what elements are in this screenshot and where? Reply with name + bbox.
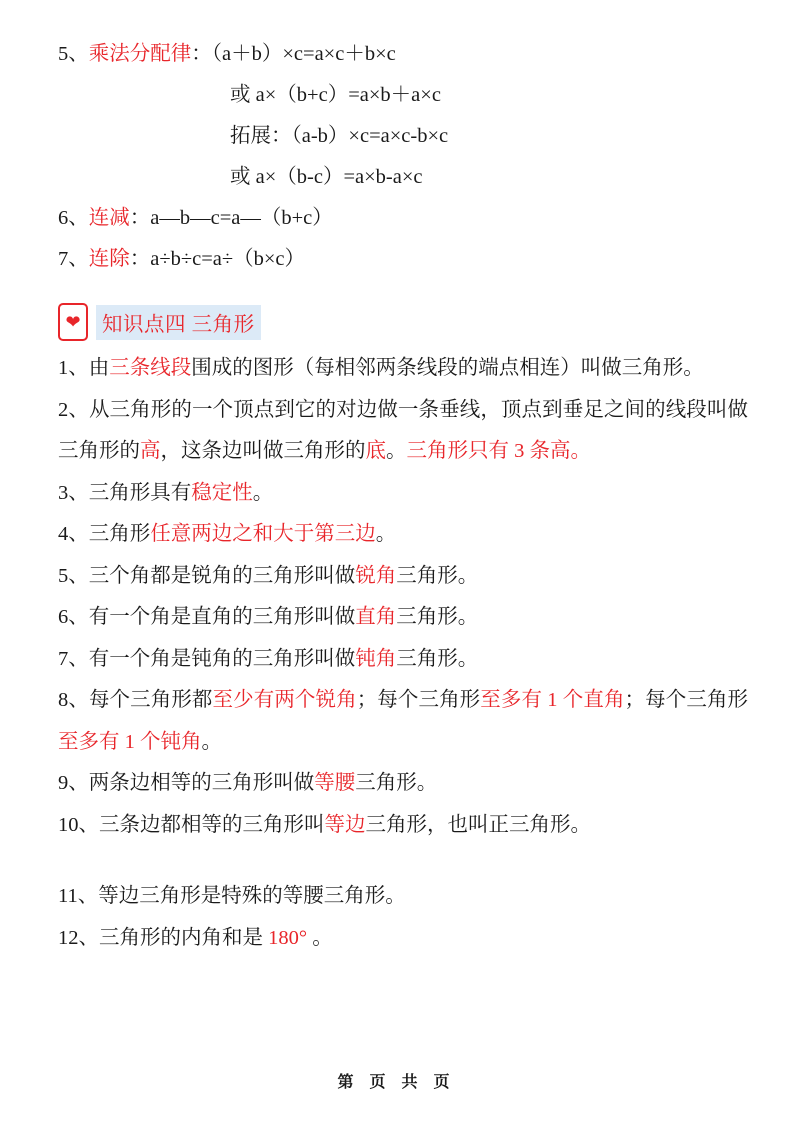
- item-number: 8、: [58, 689, 89, 711]
- knowledge-item: [58, 805, 748, 847]
- item-text-run: 底: [365, 440, 386, 462]
- item-text-run: 任意两边之和大于第三边: [150, 523, 376, 545]
- item-text-run: 有一个角是直角的三角形叫做: [88, 606, 356, 628]
- formula-label: 连除: [88, 248, 130, 270]
- item-text-run: 锐角: [355, 564, 397, 587]
- item-text-run: 等边: [324, 813, 366, 836]
- formula-body: 或 a×（b+c）=a×b＋a×c: [230, 84, 441, 106]
- item-text-run: 从三角形的一个顶点到它的对边做一条垂线，顶点到垂足之间的线段叫做三角形的: [58, 398, 749, 462]
- item-number: 4、: [58, 523, 89, 545]
- item-number: 5、: [58, 43, 89, 65]
- item-number: 2、: [58, 398, 89, 421]
- item-number: 1、: [58, 357, 89, 379]
- item-text-run: 至多有 1 个钝角: [58, 730, 202, 753]
- item-text-run: 三角形具有: [88, 481, 192, 504]
- knowledge-item: [58, 597, 748, 639]
- item-text-run: 每个三角形都: [88, 689, 213, 711]
- knowledge-item: [58, 390, 748, 473]
- item-number: 5、: [58, 564, 89, 587]
- item-number: 7、: [58, 647, 89, 670]
- section-heading: [58, 302, 748, 342]
- item-text-run: 三角形。: [396, 606, 479, 628]
- item-text-run: 由: [88, 357, 110, 379]
- item-text-run: 三角形的内角和是: [99, 926, 269, 949]
- section-title: 知识点四 三角形: [96, 305, 261, 340]
- knowledge-item: [58, 473, 748, 515]
- item-text-run: 三角形。: [355, 772, 438, 794]
- item-text-run: 三角形。: [396, 564, 479, 587]
- document-content: [58, 34, 748, 959]
- item-text-run: 。: [201, 730, 222, 753]
- knowledge-list: [58, 348, 748, 846]
- item-number: 3、: [58, 481, 89, 504]
- item-text-run: 三角形。: [396, 647, 479, 670]
- formula-line: [58, 34, 748, 75]
- knowledge-item: [58, 918, 748, 960]
- formula-block: [58, 34, 748, 280]
- paragraph-gap: [58, 846, 748, 876]
- formula-body: ：（a＋b）×c=a×c＋b×c: [191, 43, 396, 65]
- formula-line: [58, 116, 748, 157]
- item-text-run: ；每个三角形: [356, 689, 481, 711]
- knowledge-item: [58, 348, 748, 390]
- heart-glyph: ❤: [65, 312, 81, 332]
- formula-line: [58, 239, 748, 280]
- item-number: 7、: [58, 248, 89, 270]
- item-text-run: 有一个角是钝角的三角形叫做: [88, 647, 356, 670]
- knowledge-item: [58, 680, 748, 763]
- knowledge-item: [58, 763, 748, 805]
- item-text-run: 180°: [268, 926, 308, 949]
- item-text-run: 稳定性: [191, 481, 253, 504]
- formula-body: 或 a×（b-c）=a×b-a×c: [230, 166, 423, 188]
- knowledge-item: [58, 639, 748, 681]
- knowledge-list-continued: [58, 876, 748, 959]
- formula-line: [58, 198, 748, 239]
- heart-icon: [58, 303, 88, 341]
- knowledge-item: [58, 514, 748, 556]
- item-number: 6、: [58, 606, 89, 628]
- item-text-run: ，这条边叫做三角形的: [160, 440, 366, 462]
- item-text-run: 。: [386, 440, 407, 462]
- item-text-run: 三角形，也叫正三角形。: [365, 813, 591, 836]
- item-text-run: 三角形只有 3 条高。: [406, 440, 591, 462]
- item-number: 9、: [58, 772, 89, 794]
- item-text-run: 。: [307, 926, 333, 949]
- item-number: 10、: [58, 813, 99, 836]
- item-number: 11、: [58, 885, 99, 907]
- item-text-run: 。: [252, 481, 274, 504]
- item-number: 6、: [58, 207, 89, 229]
- item-text-run: ；每个三角形: [624, 689, 749, 711]
- item-text-run: 围成的图形（每相邻两条线段的端点相连）叫做三角形。: [191, 357, 704, 379]
- item-text-run: 。: [375, 523, 397, 545]
- item-text-run: 直角: [355, 606, 397, 628]
- item-text-run: 三角形: [88, 523, 151, 545]
- page-footer: 第 页 共 页: [337, 1074, 456, 1091]
- formula-body: 拓展：（a-b）×c=a×c-b×c: [230, 125, 449, 147]
- item-text-run: 两条边相等的三角形叫做: [88, 772, 315, 794]
- formula-line: [58, 75, 748, 116]
- item-text-run: 等边三角形是特殊的等腰三角形。: [98, 885, 406, 907]
- formula-body: ：a÷b÷c=a÷（b×c）: [129, 248, 306, 270]
- formula-body: ：a—b—c=a—（b+c）: [129, 207, 333, 229]
- knowledge-item: [58, 876, 748, 918]
- item-text-run: 钝角: [355, 647, 397, 670]
- item-text-run: 三条边都相等的三角形叫: [99, 813, 325, 836]
- formula-label: 乘法分配律: [88, 43, 192, 65]
- item-number: 12、: [58, 926, 99, 949]
- item-text-run: 三条线段: [109, 357, 192, 379]
- item-text-run: 等腰: [314, 772, 356, 794]
- item-text-run: 三个角都是锐角的三角形叫做: [88, 564, 356, 587]
- item-text-run: 高: [140, 440, 161, 462]
- item-text-run: 至少有两个锐角: [212, 689, 357, 711]
- formula-label: 连减: [88, 207, 130, 229]
- knowledge-item: [58, 556, 748, 598]
- formula-line: [58, 157, 748, 198]
- item-text-run: 至多有 1 个直角: [480, 689, 625, 711]
